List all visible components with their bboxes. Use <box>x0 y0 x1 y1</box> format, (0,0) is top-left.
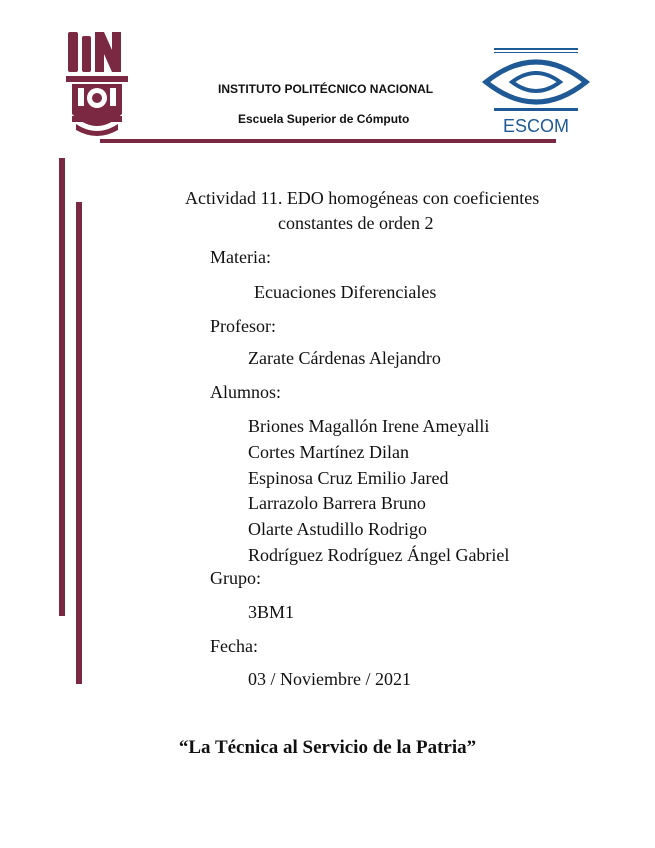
alumnos-label: Alumnos: <box>210 382 282 402</box>
student-name: Cortes Martínez Dilan <box>248 441 409 462</box>
decorative-bar-left <box>59 158 65 616</box>
school-name: Escuela Superior de Cómputo <box>238 112 410 126</box>
fecha-value: 03 / Noviembre / 2021 <box>248 669 411 689</box>
document-title-line1: Actividad 11. EDO homogéneas con coeficientes <box>185 188 540 208</box>
student-name: Briones Magallón Irene Ameyalli <box>248 416 490 436</box>
motto: “La Técnica al Servicio de la Patria” <box>178 737 477 758</box>
student-list <box>248 414 509 569</box>
materia-value: Ecuaciones Diferenciales <box>254 282 437 302</box>
student-name: Espinosa Cruz Emilio Jared <box>248 467 449 488</box>
escom-logo-caption: ESCOM <box>502 116 570 136</box>
ipn-logo-icon <box>62 28 132 138</box>
header-divider <box>100 139 556 143</box>
materia-label: Materia: <box>210 247 271 267</box>
student-name: Olarte Astudillo Rodrigo <box>248 519 427 540</box>
student-name: Rodríguez Rodríguez Ángel Gabriel <box>248 544 510 565</box>
profesor-label: Profesor: <box>210 316 276 336</box>
document-title-line2: constantes de orden 2 <box>278 213 434 233</box>
profesor-value: Zarate Cárdenas Alejandro <box>248 348 441 368</box>
fecha-label: Fecha: <box>210 636 258 656</box>
student-name: Larrazolo Barrera Bruno <box>248 493 426 514</box>
grupo-value: 3BM1 <box>248 602 295 622</box>
decorative-bar-right <box>76 202 82 684</box>
escom-logo-icon <box>480 44 592 136</box>
institution-name: INSTITUTO POLITÉCNICO NACIONAL <box>218 82 434 96</box>
grupo-label: Grupo: <box>210 568 261 588</box>
